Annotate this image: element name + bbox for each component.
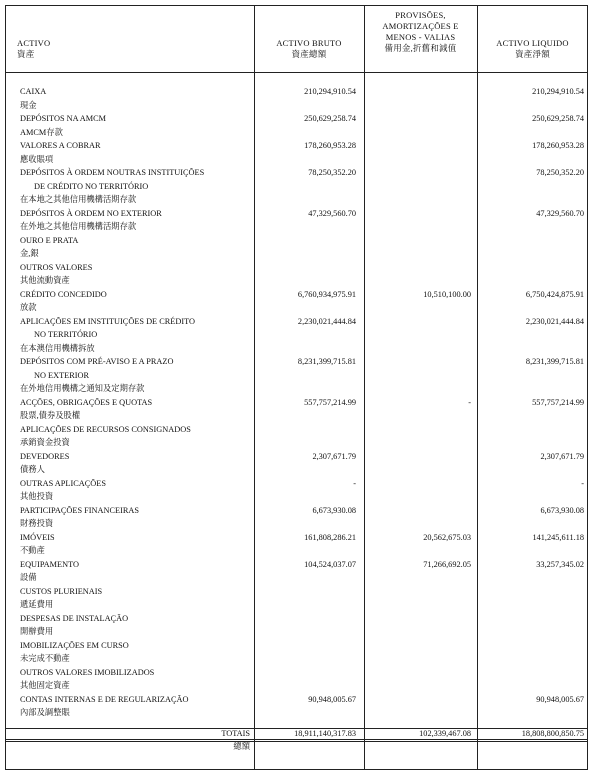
value-provisoes: 71,266,692.05 (423, 559, 471, 569)
row-label: OUTROS VALORES (20, 262, 93, 272)
table-row (5, 288, 588, 302)
row-label: DE CRÉDITO NO TERRITÓRIO (34, 181, 149, 191)
table-row (5, 328, 588, 342)
totals-label: TOTAIS (221, 729, 250, 738)
row-label: ACÇÕES, OBRIGAÇÕES E QUOTAS (20, 397, 153, 407)
totals-liquido: 18,808,800,850.75 (521, 729, 584, 738)
table-row (5, 463, 588, 477)
table-row (5, 139, 588, 153)
value-activo-liquido: 6,673,930.08 (540, 505, 584, 515)
row-label: NO EXTERIOR (34, 370, 90, 380)
row-label: 在外地信用機構之通知及定期存款 (20, 384, 145, 393)
table-row (5, 153, 588, 167)
table-row (5, 585, 588, 599)
row-label: CRÉDITO CONCEDIDO (20, 289, 107, 299)
value-activo-liquido: 8,231,399,715.81 (525, 357, 584, 366)
table-row (5, 99, 588, 113)
row-label: DEPÓSITOS À ORDEM NO EXTERIOR (20, 208, 162, 218)
row-label: 在本地之其他信用機構活期存款 (20, 195, 137, 204)
row-label: OUTROS VALORES IMOBILIZADOS (20, 667, 155, 677)
row-label: NO TERRITÓRIO (34, 330, 98, 339)
value-activo-bruto: 78,250,352.20 (308, 168, 356, 177)
header-prov-line2: AMORTIZAÇÕES E (382, 21, 459, 31)
value-activo-liquido: 2,230,021,444.84 (525, 316, 584, 326)
table-row (5, 666, 588, 680)
table-row (5, 517, 588, 531)
table-row (5, 409, 588, 423)
table-row (5, 625, 588, 639)
value-provisoes: 20,562,675.03 (423, 532, 471, 542)
header-bruto-pt: ACTIVO BRUTO (276, 38, 342, 48)
header-activo-zh: 資產 (17, 49, 35, 59)
totals-double-divider (5, 741, 588, 742)
table-row (5, 706, 588, 720)
row-label: IMÓVEIS (20, 532, 55, 542)
value-activo-bruto: 178,260,953.28 (304, 141, 356, 150)
row-label: DESPESAS DE INSTALAÇÃO (20, 613, 129, 623)
header-activo-bruto (254, 38, 364, 60)
header-prov-line1: PROVISÕES, (395, 10, 446, 20)
table-row (5, 180, 588, 194)
table-body (5, 85, 588, 720)
table-row (5, 220, 588, 234)
value-activo-liquido: 33,257,345.02 (536, 559, 584, 569)
value-activo-liquido: 210,294,910.54 (532, 87, 584, 96)
table-row (5, 612, 588, 626)
row-label: EQUIPAMENTO (20, 559, 80, 569)
balance-sheet (5, 5, 588, 770)
row-label: 不動產 (20, 546, 45, 555)
table-row (5, 396, 588, 410)
table-row (5, 504, 588, 518)
row-label: CAIXA (20, 87, 47, 96)
value-activo-liquido: - (581, 478, 584, 488)
table-row (5, 112, 588, 126)
value-activo-bruto: 161,808,286.21 (304, 532, 356, 542)
table-row (5, 450, 588, 464)
value-activo-bruto: 8,231,399,715.81 (297, 357, 356, 366)
row-label: DEVEDORES (20, 451, 70, 461)
table-row (5, 679, 588, 693)
table-row (5, 261, 588, 275)
table-row (5, 247, 588, 261)
value-activo-bruto: 47,329,560.70 (308, 208, 356, 218)
table-row (5, 490, 588, 504)
table-row (5, 301, 588, 315)
row-label: 在本澳信用機構拆放 (20, 343, 95, 353)
row-label: 其他固定資產 (20, 681, 70, 690)
row-label: 內部及調整賬 (20, 708, 70, 717)
value-activo-liquido: 141,245,611.18 (532, 532, 584, 542)
header-bruto-zh: 資產總額 (291, 49, 327, 59)
value-activo-liquido: 250,629,258.74 (532, 114, 584, 123)
value-activo-liquido: 2,307,671.79 (540, 451, 584, 461)
value-activo-bruto: 104,524,037.07 (304, 559, 356, 569)
row-label: OUTRAS APLICAÇÕES (20, 478, 106, 488)
table-row (5, 355, 588, 369)
header-divider (5, 72, 588, 73)
row-label: 開辦費用 (20, 627, 54, 636)
value-activo-liquido: 6,750,424,875.91 (525, 289, 584, 299)
table-row (5, 598, 588, 612)
table-row (5, 436, 588, 450)
table-row (5, 571, 588, 585)
table-row (5, 693, 588, 707)
table-row (5, 369, 588, 383)
value-activo-liquido: 47,329,560.70 (536, 208, 584, 218)
row-label: DEPÓSITOS NA AMCM (20, 114, 107, 123)
row-label: PARTICIPAÇÕES FINANCEIRAS (20, 505, 139, 515)
row-label: 股票,債券及股權 (20, 411, 81, 420)
row-label: VALORES A COBRAR (20, 141, 101, 150)
table-row (5, 544, 588, 558)
table-row (5, 274, 588, 288)
table-row (5, 342, 588, 356)
header-activo-liquido (477, 38, 588, 60)
table-row (5, 166, 588, 180)
value-activo-bruto: 6,760,934,975.91 (297, 289, 356, 299)
row-label: 應收賬項 (20, 154, 54, 164)
row-label: 遞延費用 (20, 600, 54, 609)
row-label: IMOBILIZAÇÕES EM CURSO (20, 640, 129, 650)
row-label: 其他流動資產 (20, 276, 70, 285)
row-label: DEPÓSITOS À ORDEM NOUTRAS INSTITUIÇÕES (20, 168, 205, 177)
totals-label-zh: 總額 (233, 742, 250, 751)
table-row (5, 531, 588, 545)
value-provisoes: - (468, 397, 471, 407)
row-label: 放款 (20, 303, 37, 312)
table-row (5, 558, 588, 572)
totals-provisoes: 102,339,467.08 (419, 729, 471, 738)
table-row (5, 477, 588, 491)
row-label: AMCM存款 (20, 127, 63, 137)
table-row (5, 85, 588, 99)
row-label: 財務投資 (20, 519, 54, 528)
row-label: 現金 (20, 100, 37, 110)
table-row (5, 382, 588, 396)
header-provisoes (364, 10, 477, 54)
table-row (5, 126, 588, 140)
value-activo-liquido: 90,948,005.67 (536, 694, 584, 704)
row-label: 未完成不動產 (20, 654, 70, 663)
value-activo-liquido: 78,250,352.20 (536, 168, 584, 177)
row-label: OURO E PRATA (20, 235, 79, 245)
value-activo-liquido: 557,757,214.99 (532, 397, 584, 407)
table-row (5, 423, 588, 437)
row-label: 其他投資 (20, 492, 54, 501)
header-liq-zh: 資產淨額 (515, 49, 550, 59)
row-label: CONTAS INTERNAS E DE REGULARIZAÇÃO (20, 694, 189, 704)
table-row (5, 639, 588, 653)
table-row (5, 234, 588, 248)
totals-bruto: 18,911,140,317.83 (294, 729, 356, 738)
row-label: 設備 (20, 573, 37, 582)
value-activo-bruto: 250,629,258.74 (304, 114, 356, 123)
table-row (5, 315, 588, 329)
value-activo-bruto: 557,757,214.99 (304, 397, 356, 407)
table-row (5, 652, 588, 666)
header-activo-pt: ACTIVO (17, 38, 51, 48)
row-label: APLICAÇÕES EM INSTITUIÇÕES DE CRÉDITO (20, 316, 196, 326)
row-label: DEPÓSITOS COM PRÉ-AVISO E A PRAZO (20, 357, 174, 366)
value-activo-bruto: 210,294,910.54 (304, 87, 356, 96)
header-activo (17, 38, 50, 60)
value-provisoes: 10,510,100.00 (423, 289, 471, 299)
row-label: 金,銀 (20, 249, 39, 258)
table-row (5, 207, 588, 221)
value-activo-bruto: 2,230,021,444.84 (297, 316, 356, 326)
header-prov-zh: 備用金,折舊和減值 (384, 43, 457, 53)
header-liq-pt: ACTIVO LIQUIDO (496, 38, 569, 48)
value-activo-bruto: - (353, 478, 356, 488)
value-activo-bruto: 2,307,671.79 (312, 451, 356, 461)
value-activo-bruto: 6,673,930.08 (312, 505, 356, 515)
value-activo-liquido: 178,260,953.28 (532, 141, 584, 150)
row-label: 在外地之其他信用機構活期存款 (20, 222, 137, 231)
header-prov-line3: MENOS - VALIAS (385, 32, 456, 42)
row-label: APLICAÇÕES DE RECURSOS CONSIGNADOS (20, 424, 191, 434)
value-activo-bruto: 90,948,005.67 (308, 694, 356, 704)
row-label: 債務人 (20, 465, 45, 474)
row-label: CUSTOS PLURIENAIS (20, 586, 103, 596)
totals-bottom-divider (5, 739, 588, 740)
table-row (5, 193, 588, 207)
row-label: 承銷資金投資 (20, 438, 70, 447)
